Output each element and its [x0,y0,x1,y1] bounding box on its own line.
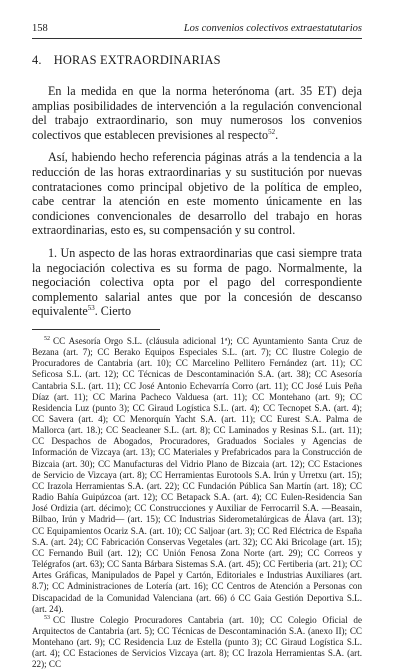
footnote-mark: 53 [44,614,50,621]
page-number: 158 [32,23,48,34]
paragraph-text: En la medida en que la norma heterónoma (art. 35 ET) deja amplias posibilidades de intervención a la regulación convencional del trabajo extraordinario, son muy numerosos los convenios colectivos que establecen previsiones al respecto [32,84,362,142]
paragraph-text: Así, habiendo hecho referencia páginas atrás a la tendencia a la reducción de las horas extraordinarias y su sustitución por nuevas contrataciones como principal objetivo de la política de empleo, cabe centrar la atención en este momento únicamente en las condiciones convencionales de desarrollo del trabajo en horas extraordinarias, esto es, su compensación y su control. [32,150,362,238]
section-heading [32,53,362,68]
footnote-mark: 52 [44,335,50,342]
paragraph-text: 1. Un aspecto de las horas extraordinarias que casi siempre trata la negociación colectiva es su forma de pago. Normalmente, la negociación colectiva opta por el pago del correspondiente complemento salarial antes que por la concesión de descanso equivalente [32,245,362,319]
paragraph [32,246,362,319]
footnote-divider [32,329,160,330]
footnote [32,615,362,671]
footnote-text: CC Ilustre Colegio Procuradores Cantabria (art. 10); CC Colegio Oficial de Arquitectos de Cantabria (art. 5); CC Técnicas de Descontaminación S.A. (anexo II); CC Montehano (art. 9); CC Residencia Luz de Estella (punto 3); CC Giraud Logística S.L. (art. 4); CC Estaciones de Servicios Vizcaya (art. 8); CC Irazola Herramientas S.A. (art. 22); CC [32,614,362,670]
running-header [32,22,362,39]
paragraph-tail: . [275,127,279,142]
body-text [32,84,362,319]
paragraph [32,150,362,238]
paragraph-tail: . Cierto [94,304,132,319]
footnote [32,336,362,615]
footnotes [32,336,362,671]
footnote-ref[interactable]: 52 [268,127,276,136]
running-title: Los convenios colectivos extraestatutarios [183,23,362,34]
footnote-ref[interactable]: 53 [87,304,95,313]
section-number: 4. [32,53,42,67]
footnote-text: CC Asesoría Orgo S.L. (cláusula adicional 1ª); CC Ayuntamiento Santa Cruz de Bezana (art. 7); CC Berako Equipos Especiales S.L. (art. 7); CC Ilustre Colegio de Procuradores de Cantabria (art. 10); CC Marcelino Pellitero Fernández (art. 11); CC Seficosa S.L. (art. 12); CC Técnicas de Descontaminación S.A. (art. 38); CC Asesoría Cantabria S.L. (art. 11); CC José Antonio Echevarría Corro (art. 11); CC José Luis Peña Díaz (art. 11); CC Marina Pacheco Valduesa (art. 11); CC Montehano (art. 9); CC Residencia Luz (punto 3); CC Giraud Logística S.L. (art. 4); CC Tecnopet S.A. (art. 4); CC Savera (art. 4); CC Menorquín Yacht S.A. (art. 11); CC Eurest S.A. Palma de Mallorca (art. 18.); CC Seacleaner S.L. (art. 8); CC Laminados y Resinas S.L. (art. 11); CC Despachos de Abogados, Procuradores, Graduados Sociales y Agencias de Información de Vizcaya (art. 13); CC Materiales y Prefabricados para la Construcción de Bizcaia (art. 30); CC Manufacturas del Vidrio Plano de Bizcaia (art. 12); CC Estaciones de Servicio de Vizcaya (art. 8); CC Herramientas Eurotools S.A. Irún y Urretxu (art. 15); CC Irazola Herramientas S.A. (art. 22); CC Fundación Pública San Martín (art. 18); CC Radio Bahía Guipúzcoa (art. 12); CC Betapack S.A. (art. 4); CC Eulen-Residencia San José Ordizia (art. décimo); CC Construcciones y Auxiliar de Ferrocarril S.A. —Beasain, Bilbao, Irún y Madrid— (art. 15); CC Industrias Siderometalúrgicas de Álava (art. 13); CC Equipamientos Ocariz S.A. (art. 10); CC Saljoar (art. 3); CC Red Eléctrica de España S.A. (art. 24); CC Fabricación Conservas Vegetales (art. 32); CC Aki Bricolage (art. 15); CC Fernando Buil (art. 12); CC Unión Fenosa Zona Norte (art. 29); CC Correos y Telégrafos (art. 63); CC Santa Bárbara Sistemas S.A. (art. 45); CC Fertiberia (art. 21); CC Artes Gráficas, Manipulados de Papel y Cartón, Editoriales e Industrias Auxiliares (art. 8.7); CC Administraciones de Lotería (art. 16); CC Centros de Atención a Personas con Discapacidad de la Comunidad Valenciana (art. 66) ó CC Gaia Gestión Deportiva S.L. (art. 24). [32,335,362,614]
paragraph [32,84,362,142]
section-title: HORAS EXTRAORDINARIAS [53,53,221,67]
